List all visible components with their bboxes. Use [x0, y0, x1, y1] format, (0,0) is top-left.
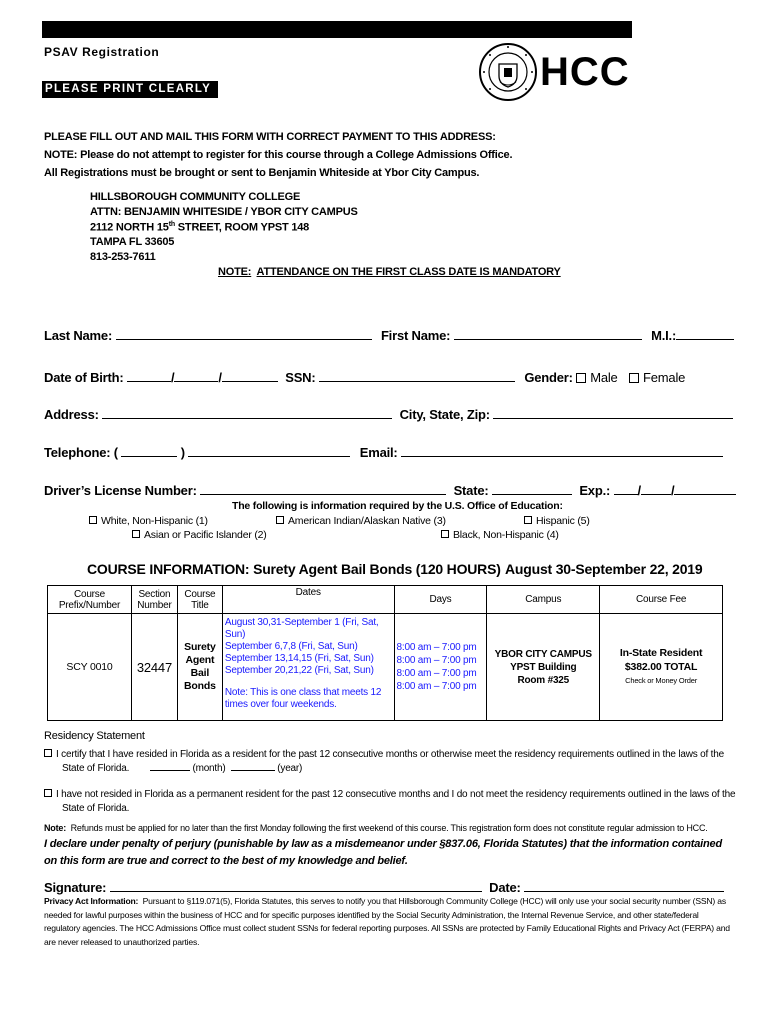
telephone-row: Telephone: ( ) Email: — [44, 445, 723, 460]
checkbox-icon[interactable] — [524, 516, 532, 524]
privacy-act-info: Privacy Act Information: Pursuant to §119.071(5), Florida Statutes, this serves to notify you that Hillsborough Community College (HCC) will only use your social security number (SSN) as needed for lawful purposes within the business of HCC and for specific purposes identified by the Social Security Administration, the Internal Revenue Service, and other state/federal regulatory agencies. The HCC Admissions Office must collect student SSNs for federal reporting purposes. All SSNs are protected by Family Educational Rights and Privacy Act (FERPA) and are never released to unauthorized parties. — [44, 896, 730, 947]
last-name-row: Last Name: First Name: M.I.: — [44, 328, 734, 343]
course-fee: In-State Resident $382.00 TOTAL Check or Money Order — [600, 614, 723, 721]
edu-option-black[interactable]: Black, Non-Hispanic (4) — [441, 529, 559, 541]
signature-row: Signature: Date: — [44, 880, 724, 895]
residency-option-1: I certify that I have resided in Florida as a resident for the past 12 consecutive months or otherwise meet the residency requirements outlined in the laws of the State of Florida. (month) (year) — [44, 748, 724, 776]
address-row: Address: City, State, Zip: — [44, 407, 733, 422]
first-name-field[interactable] — [454, 329, 642, 340]
email-field[interactable] — [401, 446, 723, 457]
address-line-2: ATTN: BENJAMIN WHITESIDE / YBOR CITY CAMPUS — [90, 206, 358, 218]
header-campus: Campus — [487, 586, 600, 614]
header-dates: Dates — [222, 586, 394, 614]
edu-option-asian[interactable]: Asian or Pacific Islander (2) — [132, 529, 267, 541]
residency-1-checkbox[interactable] — [44, 749, 52, 757]
table-row — [48, 614, 723, 721]
dob-year-field[interactable] — [222, 371, 278, 382]
print-clearly-label: PLEASE PRINT CLEARLY — [42, 81, 218, 98]
city-state-zip-field[interactable] — [493, 408, 733, 419]
perjury-declaration: I declare under penalty of perjury (punishable by law as a misdemeanor under §837.06, Florida Statutes) that the information contained on this form are true and correct to the best of my knowledge and belief. — [44, 838, 722, 867]
residency-month-field[interactable] — [150, 762, 190, 771]
signature-field[interactable] — [110, 881, 482, 892]
address-line-4: TAMPA FL 33605 — [90, 236, 175, 248]
course-days: 8:00 am – 7:00 pm 8:00 am – 7:00 pm 8:00 am – 7:00 pm 8:00 am – 7:00 pm — [394, 614, 487, 721]
address-field[interactable] — [102, 408, 392, 419]
header-days: Days — [394, 586, 487, 614]
hcc-seal-icon — [478, 42, 538, 102]
edu-option-white[interactable]: White, Non-Hispanic (1) — [89, 515, 208, 527]
course-title: Surety Agent Bail Bonds — [177, 614, 222, 721]
last-name-field[interactable] — [116, 329, 372, 340]
course-prefix: SCY 0010 — [48, 614, 132, 721]
course-table — [47, 585, 723, 721]
instruction-line-1: PLEASE FILL OUT AND MAIL THIS FORM WITH CORRECT PAYMENT TO THIS ADDRESS: — [44, 131, 496, 143]
address-line-5: 813-253-7611 — [90, 251, 156, 263]
checkbox-icon[interactable] — [132, 530, 140, 538]
edu-option-hispanic[interactable]: Hispanic (5) — [524, 515, 590, 527]
dl-exp-month-field[interactable] — [614, 484, 638, 495]
signature-date-field[interactable] — [524, 881, 724, 892]
female-checkbox[interactable] — [629, 373, 639, 383]
residency-2-checkbox[interactable] — [44, 789, 52, 797]
header-section: Section Number — [131, 586, 177, 614]
course-dates: August 30,31-September 1 (Fri, Sat, Sun) September 6,7,8 (Fri, Sat, Sun) September 13,14,15 (Fri, Sat, Sun) September 20,21,22 (Fri, Sat, Sun) Note: This is one class that meets 12 times over four weekends. — [222, 614, 394, 721]
address-line-3: 2112 NORTH 15th STREET, ROOM YPST 148 — [90, 221, 310, 234]
dob-row: Date of Birth: / / SSN: Gender: Male Female — [44, 370, 686, 385]
header-title: Course Title — [177, 586, 222, 614]
checkbox-icon[interactable] — [441, 530, 449, 538]
header-prefix: Course Prefix/Number — [48, 586, 132, 614]
instruction-line-3: All Registrations must be brought or sent to Benjamin Whiteside at Ybor City Campus. — [44, 167, 480, 179]
course-info-heading: COURSE INFORMATION: Surety Agent Bail Bonds (120 HOURS) — [87, 561, 501, 577]
instruction-line-2: NOTE: Please do not attempt to register for this course through a College Admissions Office. — [44, 149, 513, 161]
residency-year-field[interactable] — [231, 762, 275, 771]
drivers-license-field[interactable] — [200, 484, 446, 495]
ssn-field[interactable] — [319, 371, 515, 382]
edu-option-american-indian[interactable]: American Indian/Alaskan Native (3) — [276, 515, 446, 527]
dob-month-field[interactable] — [127, 371, 171, 382]
course-date-range: August 30-September 22, 2019 — [505, 561, 703, 577]
course-table-header — [48, 586, 723, 614]
checkbox-icon[interactable] — [276, 516, 284, 524]
dl-state-field[interactable] — [492, 484, 572, 495]
dates-note: Note: This is one class that meets 12 times over four weekends. — [224, 687, 382, 710]
dob-day-field[interactable] — [174, 371, 218, 382]
course-section: 32447 — [131, 614, 177, 721]
residency-heading: Residency Statement — [44, 730, 145, 742]
form-title: PSAV Registration — [44, 45, 160, 59]
telephone-field[interactable] — [188, 446, 350, 457]
dl-exp-year-field[interactable] — [674, 484, 736, 495]
course-campus: YBOR CITY CAMPUS YPST Building Room #325 — [487, 614, 600, 721]
dl-exp-day-field[interactable] — [641, 484, 671, 495]
top-black-bar — [42, 21, 632, 38]
attendance-note: NOTE: ATTENDANCE ON THE FIRST CLASS DATE IS MANDATORY — [218, 266, 561, 278]
hcc-logo: HCC — [540, 50, 630, 94]
area-code-field[interactable] — [121, 446, 177, 457]
education-heading: The following is information required by the U.S. Office of Education: — [232, 500, 563, 512]
drivers-license-row: Driver’s License Number: State: Exp.: / / — [44, 483, 736, 498]
male-checkbox[interactable] — [576, 373, 586, 383]
residency-option-2: I have not resided in Florida as a permanent resident for the past 12 consecutive months and I do not meet the residency requirements outlined in the laws of the State of Florida. — [44, 788, 735, 816]
address-line-1: HILLSBOROUGH COMMUNITY COLLEGE — [90, 191, 301, 203]
refund-note: Note: Refunds must be applied for no later than the first Monday following the first weekend of this course. This registration form does not constitute regular admission to HCC. — [44, 823, 708, 833]
checkbox-icon[interactable] — [89, 516, 97, 524]
header-fee: Course Fee — [600, 586, 723, 614]
mi-field[interactable] — [676, 329, 734, 340]
